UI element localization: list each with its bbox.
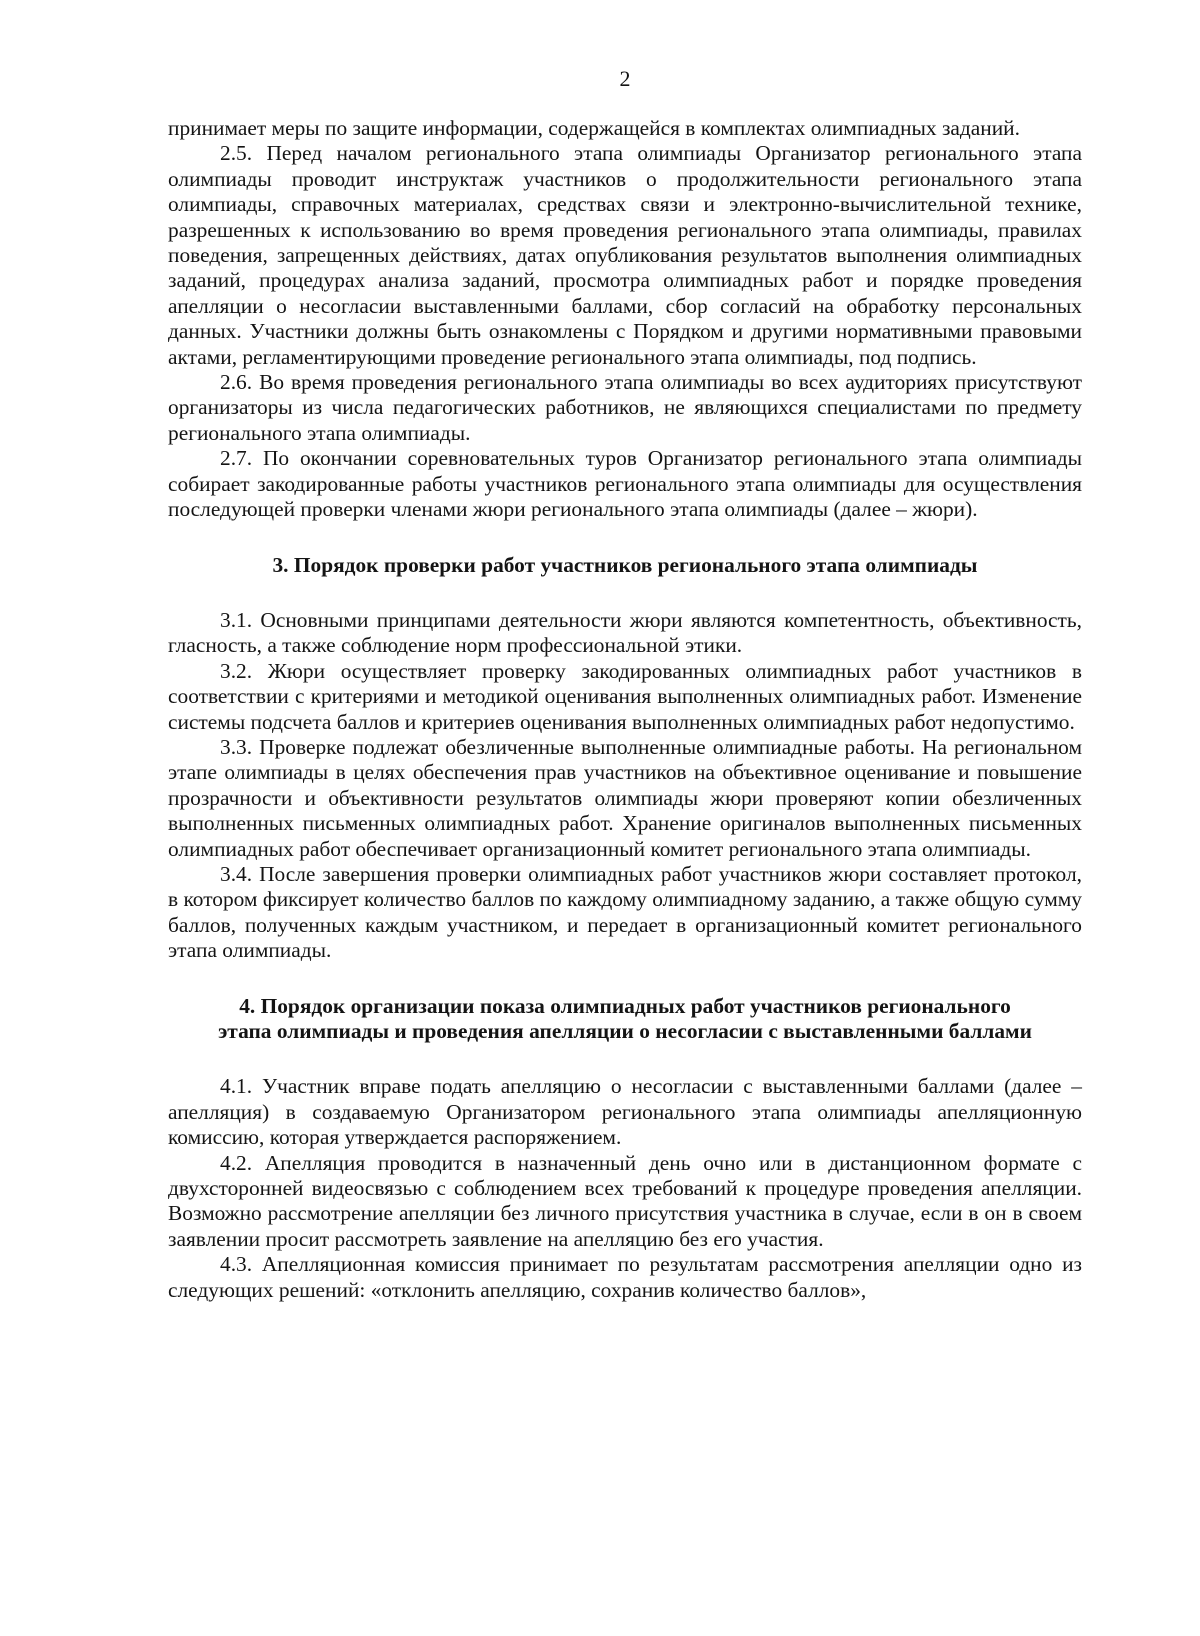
paragraph-4-2: 4.2. Апелляция проводится в назначенный день очно или в дистанционном формате с двухсторонней видеосвязью с соблюдением всех требований к процедуре проведения апелляции. Возможно рассмотрение апелляции без личного присутствия участника в случае, если в он в своем заявлении просит рассмотреть заявление на апелляцию без его участия. [168, 1150, 1082, 1251]
paragraph-4-3: 4.3. Апелляционная комиссия принимает по результатам рассмотрения апелляции одно из следующих решений: «отклонить апелляцию, сохранив количество баллов», [168, 1252, 1082, 1302]
document-body [168, 116, 1082, 1303]
paragraph-2-6: 2.6. Во время проведения регионального этапа олимпиады во всех аудиториях присутствуют организаторы из числа педагогических работников, не являющихся специалистами по предмету регионального этапа олимпиады. [168, 370, 1082, 445]
spacer [168, 523, 1082, 553]
spacer [168, 964, 1082, 994]
paragraph-3-2: 3.2. Жюри осуществляет проверку закодированных олимпиадных работ участников в соответствии с критериями и методикой оценивания выполненных олимпиадных работ. Изменение системы подсчета баллов и критериев оценивания выполненных олимпиадных работ недопустимо. [168, 658, 1082, 734]
section-4-heading [168, 994, 1082, 1045]
spacer [168, 578, 1082, 608]
paragraph-3-1: 3.1. Основными принципами деятельности жюри являются компетентность, объективность, гласность, а также соблюдение норм профессиональной этики. [168, 607, 1082, 658]
paragraph-2-5: 2.5. Перед началом регионального этапа олимпиады Организатор регионального этапа олимпиады проводит инструктаж участников о продолжительности регионального этапа олимпиады, справочных материалах, средствах связи и электронно-вычислительной технике, разрешенных к использованию во время проведения регионального этапа олимпиады, правилах поведения, запрещенных действиях, датах опубликования результатов выполнения олимпиадных заданий, процедурах анализа заданий, просмотра олимпиадных работ и порядке проведения апелляции о несогласии выставленными баллами, сбор согласий на обработку персональных данных. Участники должны быть ознакомлены с Порядком и другими нормативными правовыми актами, регламентирующими проведение регионального этапа олимпиады, под подпись. [168, 141, 1082, 369]
paragraph-3-4: 3.4. После завершения проверки олимпиадных работ участников жюри составляет протокол, в котором фиксирует количество баллов по каждому олимпиадному заданию, а также общую сумму баллов, полученных каждым участником, и передает в организационный комитет регионального этапа олимпиады. [168, 861, 1082, 963]
paragraph-2-4-continuation: принимает меры по защите информации, содержащейся в комплектах олимпиадных заданий. [168, 116, 1020, 140]
paragraph-2-7: 2.7. По окончании соревновательных туров Организатор регионального этапа олимпиады собирает закодированные работы участников регионального этапа олимпиады для осуществления последующей проверки членами жюри регионального этапа олимпиады (далее – жюри). [168, 446, 1082, 522]
spacer [168, 1044, 1082, 1074]
paragraph-4-1: 4.1. Участник вправе подать апелляцию о несогласии с выставленными баллами (далее – апелляция) в создаваемую Организатором регионального этапа олимпиады апелляционную комиссию, которая утверждается распоряжением. [168, 1074, 1082, 1150]
section-4-heading-line-1: 4. Порядок организации показа олимпиадных работ участников регионального [239, 993, 1011, 1018]
section-4-heading-line-2: этапа олимпиады и проведения апелляции о несогласии с выставленными баллами [218, 1019, 1032, 1043]
paragraph-3-3: 3.3. Проверке подлежат обезличенные выполненные олимпиадные работы. На региональном этапе олимпиады в целях обеспечения прав участников на объективное оценивание и повышение прозрачности и объективности результатов олимпиады жюри проверяют копии обезличенных выполненных письменных олимпиадных работ. Хранение оригиналов выполненных письменных олимпиадных работ обеспечивает организационный комитет регионального этапа олимпиады. [168, 734, 1082, 861]
section-3-heading: 3. Порядок проверки работ участников регионального этапа олимпиады [272, 552, 978, 577]
page-number: 2 [619, 66, 631, 91]
